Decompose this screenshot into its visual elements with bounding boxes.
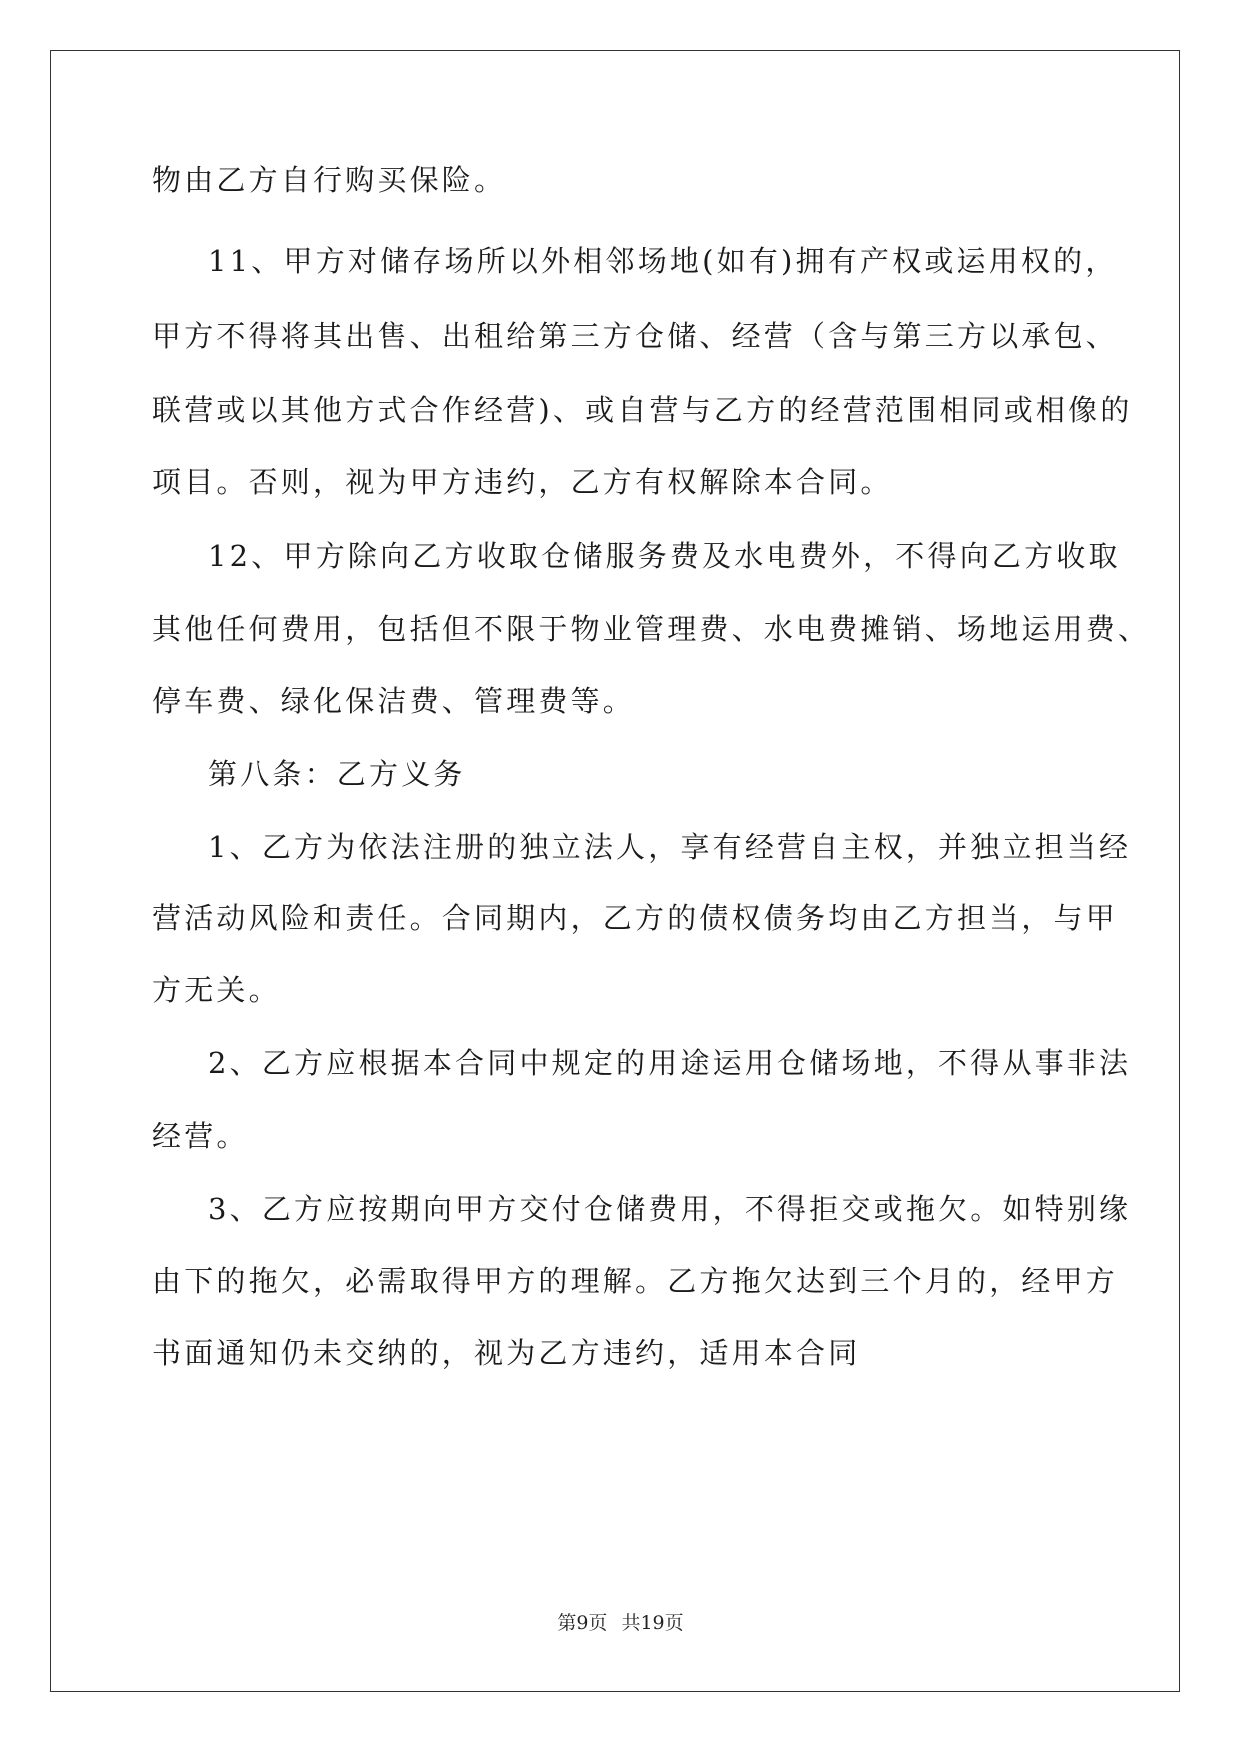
page-footer: [0, 1608, 1241, 1635]
text-line: 经营。: [152, 1119, 249, 1153]
section-heading: 第八条：乙方义务: [208, 757, 466, 791]
text-line: 停车费、绿化保洁费、管理费等。: [152, 684, 636, 718]
text-line: 11、甲方对储存场所以外相邻场地(如有)拥有产权或运用权的，: [208, 244, 1118, 278]
text-line: 由下的拖欠，必需取得甲方的理解。乙方拖欠达到三个月的，经甲方: [152, 1264, 1119, 1298]
text-line: 甲方不得将其出售、出租给第三方仓储、经营（含与第三方以承包、: [152, 319, 1119, 353]
text-line: 其他任何费用，包括但不限于物业管理费、水电费摊销、场地运用费、: [152, 612, 1151, 646]
page-border: [50, 50, 1180, 1692]
text-line: 物由乙方自行购买保险。: [152, 163, 507, 197]
text-line: 书面通知仍未交纳的，视为乙方违约，适用本合同: [152, 1336, 861, 1370]
text-line: 3、乙方应按期向甲方交付仓储费用，不得拒交或拖欠。如特别缘: [208, 1192, 1132, 1226]
text-line: 2、乙方应根据本合同中规定的用途运用仓储场地，不得从事非法: [208, 1046, 1132, 1080]
page-number: 第9页: [557, 1612, 608, 1634]
text-line: 营活动风险和责任。合同期内，乙方的债权债务均由乙方担当，与甲: [152, 901, 1119, 935]
text-line: 方无关。: [152, 973, 281, 1007]
page-total: 共19页: [621, 1612, 684, 1634]
text-line: 联营或以其他方式合作经营)、或自营与乙方的经营范围相同或相像的: [152, 393, 1133, 427]
text-line: 项目。否则，视为甲方违约，乙方有权解除本合同。: [152, 465, 893, 499]
text-line: 12、甲方除向乙方收取仓储服务费及水电费外，不得向乙方收取: [208, 539, 1121, 573]
text-line: 1、乙方为依法注册的独立法人，享有经营自主权，并独立担当经: [208, 830, 1132, 864]
